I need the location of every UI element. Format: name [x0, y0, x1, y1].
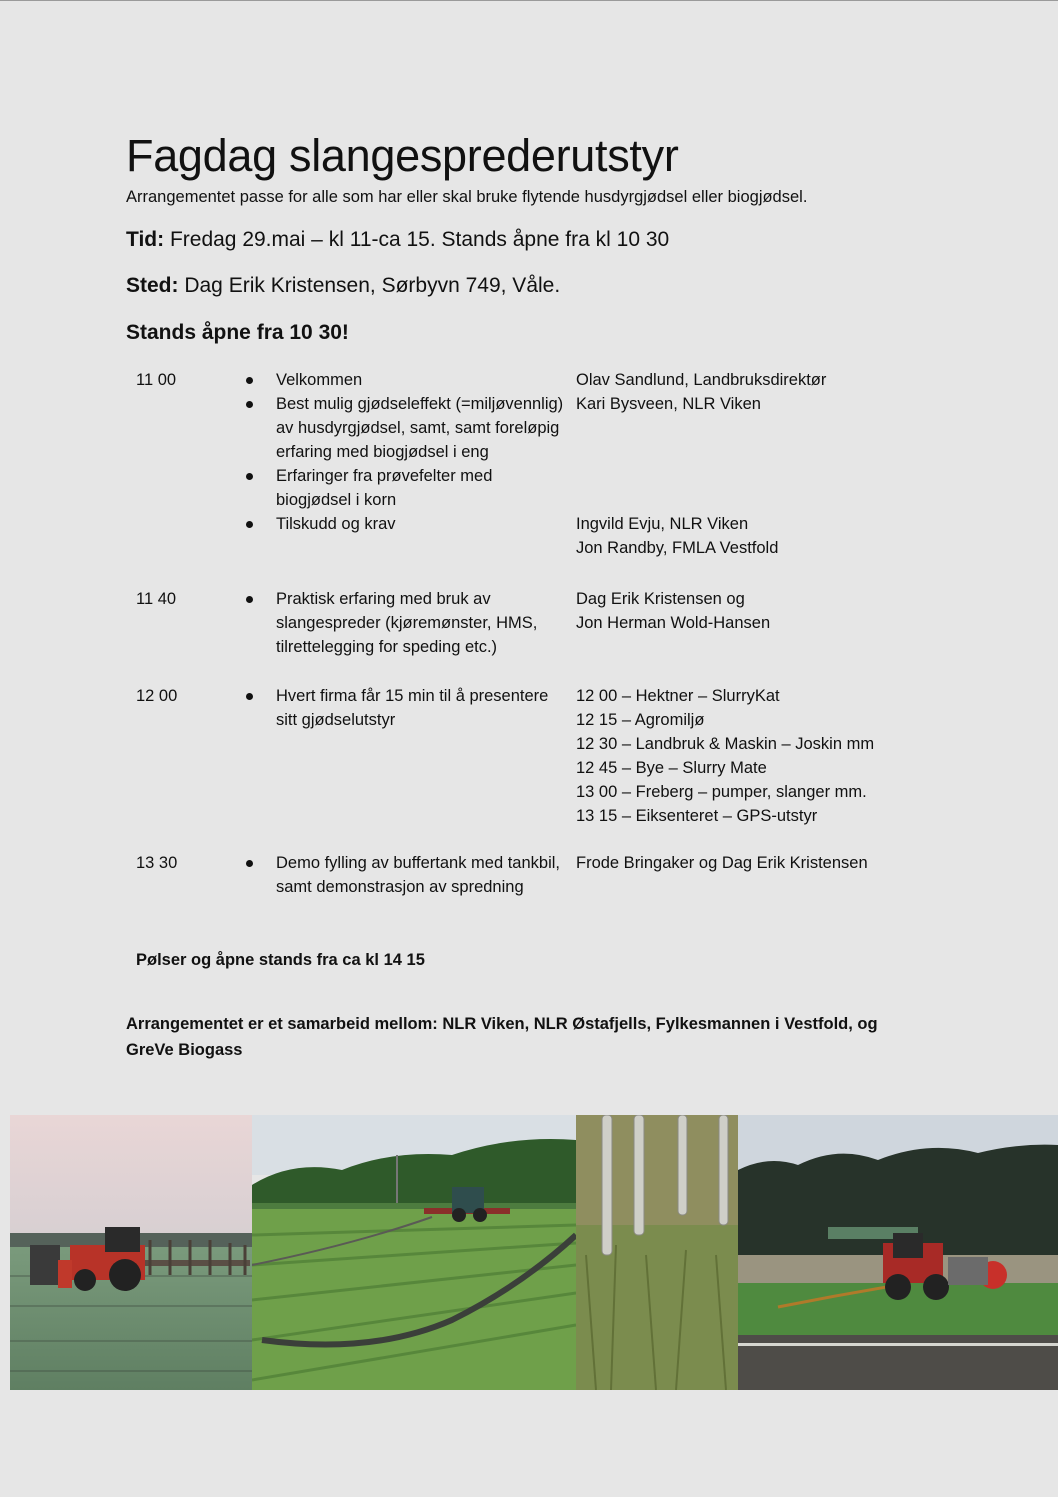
speaker: 13 00 – Freberg – pumper, slanger mm.: [576, 783, 867, 801]
bullet-icon: [246, 693, 253, 700]
list-item: Tilskudd og krav: [246, 512, 566, 536]
program-time: 12 00: [136, 687, 178, 705]
program-items: [246, 684, 566, 732]
speaker: Jon Randby, FMLA Vestfold: [576, 539, 779, 557]
list-item: Hvert firma får 15 min til å presentere sitt gjødselutstyr: [246, 684, 566, 732]
photo-red-tractor-boom: [10, 1115, 252, 1390]
place-line: [126, 272, 926, 300]
program-speakers: [576, 368, 936, 560]
list-item: Erfaringer fra prøvefelter med biogjødsel i korn: [246, 464, 566, 512]
page-title: Fagdag slangesprederutstyr: [126, 130, 679, 181]
speaker: 12 30 – Landbruk & Maskin – Joskin mm: [576, 735, 875, 753]
speaker: Ingvild Evju, NLR Viken: [576, 515, 749, 533]
program-speakers: [576, 851, 936, 875]
photo-field-hose: [252, 1115, 576, 1390]
speaker: Kari Bysveen, NLR Viken: [576, 395, 761, 413]
program-time: 11 40: [136, 590, 177, 608]
speaker: 12 45 – Bye – Slurry Mate: [576, 759, 767, 777]
list-item: Demo fylling av buffertank med tankbil, samt demonstrasjon av spredning: [246, 851, 566, 899]
bullet-icon: [246, 401, 253, 408]
speaker: 12 15 – Agromiljø: [576, 711, 705, 729]
time-label: Tid:: [126, 228, 165, 251]
speaker: Dag Erik Kristensen og: [576, 590, 745, 608]
speaker: Frode Bringaker og Dag Erik Kristensen: [576, 854, 868, 872]
intro-text: Arrangementet passe for alle som har eller skal bruke flytende husdyrgjødsel eller biogjødsel.: [126, 188, 808, 206]
bullet-icon: [246, 377, 253, 384]
speaker: 12 00 – Hektner – SlurryKat: [576, 687, 780, 705]
list-item: Velkommen: [246, 368, 566, 392]
speaker: Jon Herman Wold-Hansen: [576, 614, 771, 632]
program-time: 11 00: [136, 371, 177, 389]
stands-heading: Stands åpne fra 10 30!: [126, 321, 349, 344]
page-top-border: [0, 0, 1058, 1]
speaker: Olav Sandlund, Landbruksdirektør: [576, 371, 827, 389]
time-line: [126, 226, 926, 254]
place-value: Dag Erik Kristensen, Sørbyvn 749, Våle.: [178, 274, 561, 297]
bullet-icon: [246, 860, 253, 867]
photo-strip: [10, 1115, 1058, 1390]
program-items: [246, 587, 566, 659]
header-section: [126, 128, 926, 347]
list-item: Praktisk erfaring med bruk av slangespreder (kjøremønster, HMS, tilrettelegging for speding etc.): [246, 587, 566, 659]
time-value: Fredag 29.mai – kl 11-ca 15. Stands åpne fra kl 10 30: [164, 228, 670, 251]
list-item: Best mulig gjødseleffekt (=miljøvennlig) av husdyrgjødsel, samt, samt foreløpig erfaring med biogjødsel i eng: [246, 392, 566, 464]
program-speakers: [576, 587, 936, 635]
bullet-icon: [246, 521, 253, 528]
program-time: 13 30: [136, 854, 178, 872]
collaboration-note: Arrangementet er et samarbeid mellom: NLR Viken, NLR Østafjells, Fylkesmannen i Vestfold, og GreVe Biogass: [126, 1015, 878, 1059]
bullet-icon: [246, 473, 253, 480]
photo-hose-closeup: [576, 1115, 738, 1390]
program-items: [246, 368, 566, 536]
closing-note: Pølser og åpne stands fra ca kl 14 15: [136, 951, 425, 969]
place-label: Sted:: [126, 274, 179, 297]
program-speakers: [576, 684, 936, 828]
program-items: [246, 851, 566, 899]
speaker: 13 15 – Eiksenteret – GPS-utstyr: [576, 807, 818, 825]
photo-tractor-forest: [738, 1115, 1058, 1390]
bullet-icon: [246, 596, 253, 603]
